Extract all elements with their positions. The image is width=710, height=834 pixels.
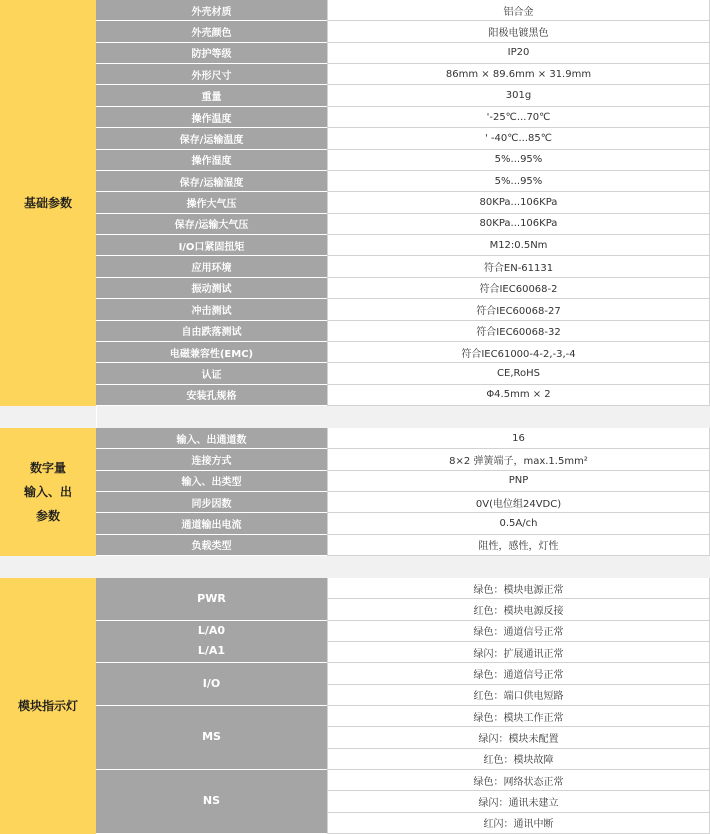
indicator-status: 红色：模块电源反接 (327, 599, 710, 620)
param-label: 重量 (96, 85, 327, 106)
param-label: 自由跌落测试 (96, 321, 327, 342)
param-value: 80KPa...106KPa (327, 214, 710, 235)
param-value: Φ4.5mm × 2 (327, 385, 710, 406)
param-label: 负载类型 (96, 535, 327, 556)
param-value: 301g (327, 85, 710, 106)
param-label: 通道输出电流 (96, 513, 327, 534)
param-value: ' -40℃...85℃ (327, 128, 710, 149)
param-label: 认证 (96, 363, 327, 384)
category-line: 输入、出 (23, 485, 72, 499)
param-value: 0V(电位组24VDC) (327, 492, 710, 513)
param-value: CE,RoHS (327, 363, 710, 384)
param-value: IP20 (327, 43, 710, 64)
param-label: 保存/运输湿度 (96, 171, 327, 192)
indicator-status: 绿闪：模块未配置 (327, 727, 710, 748)
indicator-label-line: L/A0 (197, 624, 226, 638)
param-label: 输入、出通道数 (96, 428, 327, 449)
param-label: 保存/运输温度 (96, 128, 327, 149)
param-label: I/O口紧固扭矩 (96, 235, 327, 256)
param-label: 应用环境 (96, 256, 327, 277)
param-label: 电磁兼容性(EMC) (96, 342, 327, 363)
indicator-label-line: L/A1 (197, 644, 226, 658)
indicator-status: 红色：模块故障 (327, 749, 710, 770)
param-value: 0.5A/ch (327, 513, 710, 534)
section-divider (96, 406, 97, 428)
param-value: 符合IEC60068-27 (327, 299, 710, 320)
indicator-status: 绿闪：通讯未建立 (327, 791, 710, 812)
param-label: 操作湿度 (96, 150, 327, 171)
param-value: 阳极电镀黑色 (327, 21, 710, 42)
param-label: 外形尺寸 (96, 64, 327, 85)
indicator-label (96, 621, 327, 664)
indicator-status: 绿色：通道信号正常 (327, 621, 710, 642)
indicator-status: 绿色：模块工作正常 (327, 706, 710, 727)
param-value: PNP (327, 471, 710, 492)
indicator-status: 绿色：模块电源正常 (327, 578, 710, 599)
param-label: 操作大气压 (96, 192, 327, 213)
param-label: 输入、出类型 (96, 471, 327, 492)
category-line: 数字量 (29, 461, 66, 475)
indicator-label-line: MS (202, 730, 221, 744)
param-value: 符合IEC60068-32 (327, 321, 710, 342)
param-value: 铝合金 (327, 0, 710, 21)
param-value: 86mm × 89.6mm × 31.9mm (327, 64, 710, 85)
param-label: 操作温度 (96, 107, 327, 128)
category-line: 参数 (35, 509, 60, 523)
indicator-label-line: PWR (197, 591, 226, 605)
indicator-label-line: I/O (202, 677, 221, 691)
indicator-status: 绿色：通道信号正常 (327, 663, 710, 684)
indicator-label (96, 706, 327, 770)
indicator-label (96, 770, 327, 834)
param-value: 80KPa...106KPa (327, 192, 710, 213)
param-value: 16 (327, 428, 710, 449)
indicator-status: 绿色：网络状态正常 (327, 770, 710, 791)
param-label: 连接方式 (96, 449, 327, 470)
param-value: 符合IEC60068-2 (327, 278, 710, 299)
indicator-label (96, 663, 327, 706)
section-spacer (0, 556, 710, 578)
param-label: 防护等级 (96, 43, 327, 64)
param-value: '-25℃...70℃ (327, 107, 710, 128)
param-value: 8×2 弹簧端子，max.1.5mm² (327, 449, 710, 470)
param-label: 振动测试 (96, 278, 327, 299)
param-value: 符合IEC61000-4-2,-3,-4 (327, 342, 710, 363)
indicator-status: 绿闪：扩展通讯正常 (327, 642, 710, 663)
indicator-label-line: NS (202, 794, 221, 808)
category-module-indicators (0, 578, 96, 834)
param-value: M12:0.5Nm (327, 235, 710, 256)
section-spacer (0, 406, 710, 428)
category-line: 模块指示灯 (17, 699, 78, 713)
param-label: 外壳材质 (96, 0, 327, 21)
category-line: 基础参数 (23, 196, 72, 210)
param-label: 冲击测试 (96, 299, 327, 320)
param-label: 外壳颜色 (96, 21, 327, 42)
param-label: 安装孔规格 (96, 385, 327, 406)
param-value: 阻性，感性，灯性 (327, 535, 710, 556)
param-value: 5%...95% (327, 150, 710, 171)
param-value: 5%...95% (327, 171, 710, 192)
category-digital-io-params (0, 428, 96, 556)
param-value: 符合EN-61131 (327, 256, 710, 277)
indicator-status: 红色：端口供电短路 (327, 685, 710, 706)
category-basic-params (0, 0, 96, 406)
param-label: 保存/运输大气压 (96, 214, 327, 235)
indicator-status: 红闪：通讯中断 (327, 813, 710, 834)
param-label: 同步因数 (96, 492, 327, 513)
indicator-label (96, 578, 327, 621)
